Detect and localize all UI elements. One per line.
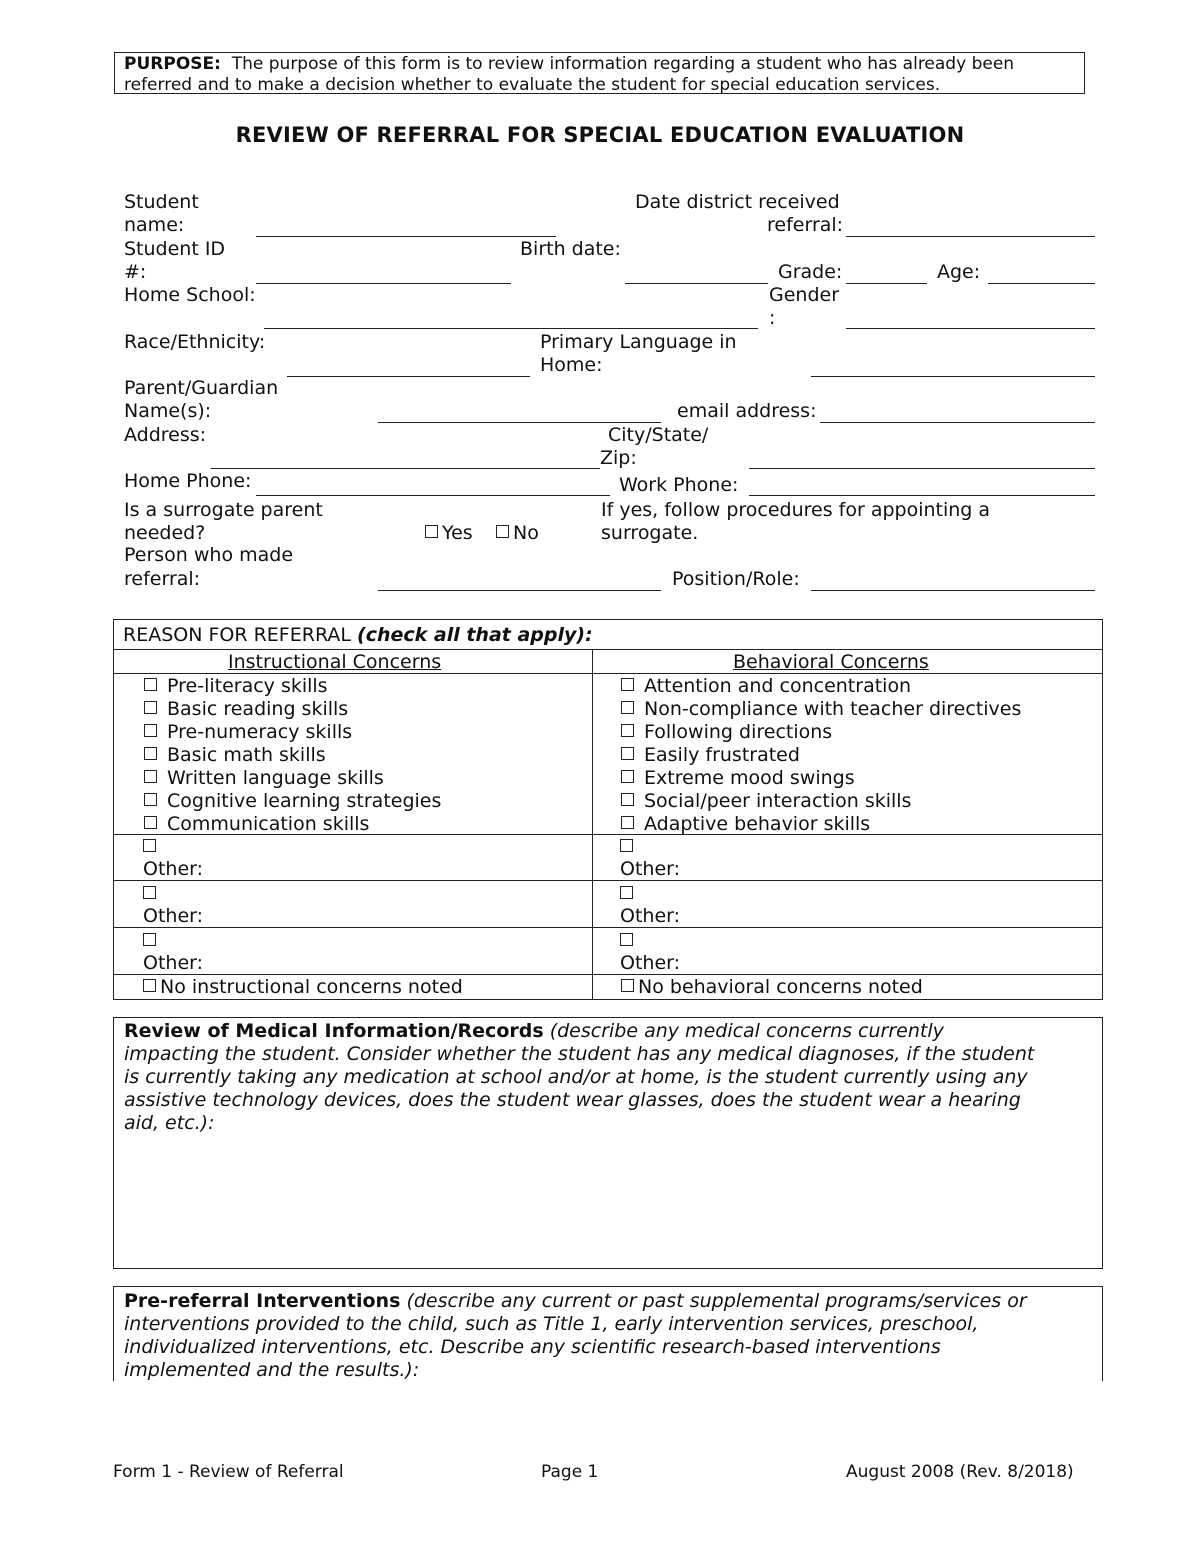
checkbox-icon[interactable] — [144, 747, 157, 760]
behavioral-item[interactable] — [621, 790, 911, 813]
behavioral-item-label: Easily frustrated — [644, 744, 800, 766]
divider — [113, 927, 1103, 928]
instructional-item[interactable] — [144, 675, 328, 698]
other-label: Other: — [143, 952, 204, 974]
grade-field[interactable] — [846, 283, 927, 284]
behavioral-item[interactable] — [621, 767, 855, 790]
divider — [113, 673, 1103, 674]
divider — [113, 649, 1103, 650]
checkbox-icon[interactable] — [621, 747, 634, 760]
primary-language-label-2: Home: — [540, 354, 603, 376]
surrogate-note-1: If yes, follow procedures for appointing a — [601, 499, 991, 521]
medical-line-2: impacting the student. Consider whether the student has any medical diagnoses, if the student — [124, 1043, 1035, 1065]
city-label-1: City/State/ — [608, 424, 709, 446]
prereferral-line-2: interventions provided to the child, such as Title 1, early intervention services, preschool, — [124, 1313, 979, 1335]
no-instructional-label: No instructional concerns noted — [160, 976, 463, 998]
surrogate-label-2: needed? — [124, 522, 206, 544]
instructional-item[interactable] — [144, 721, 352, 744]
email-label: email address: — [677, 400, 817, 422]
student-name-label-2: name: — [124, 214, 185, 236]
purpose-line-1: The purpose of this form is to review information regarding a student who has already been — [231, 54, 1015, 74]
gender-label-1: Gender — [769, 284, 840, 306]
city-field[interactable] — [749, 468, 1095, 469]
parent-label-1: Parent/Guardian — [124, 377, 279, 399]
surrogate-yes-label: Yes — [442, 522, 473, 544]
column-divider — [592, 650, 593, 1000]
email-field[interactable] — [820, 422, 1095, 423]
checkbox-icon[interactable] — [144, 724, 157, 737]
footer-date: August 2008 (Rev. 8/2018) — [846, 1462, 1074, 1482]
instructional-item-label: Pre-numeracy skills — [167, 721, 353, 743]
prereferral-heading: Pre-referral Interventions — [124, 1290, 401, 1312]
parent-label-2: Name(s): — [124, 400, 212, 422]
instructional-item[interactable] — [144, 698, 348, 721]
checkbox-icon[interactable] — [144, 793, 157, 806]
checkbox-icon[interactable] — [620, 886, 633, 899]
address-label: Address: — [124, 424, 207, 446]
purpose-label: PURPOSE: — [124, 54, 221, 74]
footer-page: Page 1 — [541, 1462, 599, 1482]
behavioral-item[interactable] — [621, 813, 870, 836]
home-phone-label: Home Phone: — [124, 470, 252, 492]
city-label-2: Zip: — [600, 447, 637, 469]
checkbox-icon[interactable] — [143, 886, 156, 899]
checkbox-icon[interactable] — [620, 839, 633, 852]
medical-line-1: Review of Medical Information/Records (describe any medical concerns currently — [124, 1020, 944, 1042]
primary-language-field[interactable] — [811, 376, 1095, 377]
birth-date-field[interactable] — [625, 283, 768, 284]
age-field[interactable] — [988, 283, 1095, 284]
surrogate-yes-option[interactable] — [425, 522, 473, 545]
parent-name-field[interactable] — [378, 422, 661, 423]
date-received-label-1: Date district received — [635, 191, 840, 213]
behavioral-item[interactable] — [621, 721, 832, 744]
primary-language-label-1: Primary Language in — [540, 331, 737, 353]
instructional-item[interactable] — [144, 790, 441, 813]
medical-heading: Review of Medical Information/Records — [124, 1020, 544, 1042]
behavioral-item[interactable] — [621, 675, 911, 698]
checkbox-icon[interactable] — [144, 678, 157, 691]
race-field[interactable] — [287, 376, 530, 377]
date-received-label-2: referral: — [767, 214, 844, 236]
instructional-item-label: Basic reading skills — [167, 698, 349, 720]
behavioral-item-label: Social/peer interaction skills — [644, 790, 912, 812]
purpose-line-2: referred and to make a decision whether to evaluate the student for special education services. — [124, 75, 941, 95]
instructional-item-label: Pre-literacy skills — [167, 675, 328, 697]
gender-field[interactable] — [846, 328, 1095, 329]
checkbox-icon[interactable] — [621, 678, 634, 691]
person-referral-label-1: Person who made — [124, 544, 294, 566]
checkbox-icon[interactable] — [620, 933, 633, 946]
checkbox-icon[interactable] — [621, 701, 634, 714]
instructional-item-label: Cognitive learning strategies — [167, 790, 442, 812]
surrogate-no-label: No — [513, 522, 539, 544]
instructional-header: Instructional Concerns — [228, 651, 442, 673]
reason-heading: REASON FOR REFERRAL (check all that apply): — [123, 624, 593, 646]
divider — [113, 834, 1103, 835]
medical-line-4: assistive technology devices, does the student wear glasses, does the student wear a hearing — [124, 1089, 1021, 1111]
instructional-item[interactable] — [144, 744, 326, 767]
grade-label: Grade: — [778, 261, 843, 283]
other-label: Other: — [620, 905, 681, 927]
checkbox-icon[interactable] — [144, 770, 157, 783]
other-label: Other: — [620, 952, 681, 974]
other-label: Other: — [143, 858, 204, 880]
address-field[interactable] — [211, 468, 600, 469]
work-phone-label: Work Phone: — [619, 474, 739, 496]
checkbox-icon[interactable] — [621, 724, 634, 737]
student-name-field[interactable] — [256, 236, 556, 237]
instructional-item[interactable] — [144, 767, 384, 790]
other-checkbox[interactable] — [143, 836, 160, 859]
other-checkbox[interactable] — [620, 836, 637, 859]
reason-heading-note: (check all that apply): — [357, 624, 593, 646]
person-referral-field[interactable] — [378, 590, 661, 591]
medical-line-5: aid, etc.): — [124, 1112, 215, 1134]
purpose-box — [114, 52, 1085, 94]
checkbox-icon[interactable] — [143, 979, 156, 992]
date-received-field[interactable] — [846, 236, 1095, 237]
other-checkbox[interactable] — [143, 883, 160, 906]
surrogate-no-option[interactable] — [496, 522, 539, 545]
home-school-label: Home School: — [124, 284, 256, 306]
instructional-item-label: Communication skills — [167, 813, 370, 835]
checkbox-icon[interactable] — [144, 816, 157, 829]
behavioral-item-label: Non-compliance with teacher directives — [644, 698, 1022, 720]
student-id-field[interactable] — [256, 283, 511, 284]
instructional-item[interactable] — [144, 813, 369, 836]
other-label: Other: — [620, 858, 681, 880]
behavioral-item-label: Following directions — [644, 721, 833, 743]
behavioral-item-label: Attention and concentration — [644, 675, 912, 697]
other-checkbox[interactable] — [620, 930, 637, 953]
student-id-label-1: Student ID — [124, 238, 226, 260]
behavioral-item[interactable] — [621, 698, 1021, 721]
checkbox-icon[interactable] — [621, 816, 634, 829]
no-behavioral-label: No behavioral concerns noted — [638, 976, 923, 998]
behavioral-item-label: Adaptive behavior skills — [644, 813, 871, 835]
position-field[interactable] — [811, 590, 1095, 591]
gender-label-2: : — [769, 307, 776, 329]
no-behavioral-option[interactable] — [621, 976, 923, 999]
instructional-item-label: Written language skills — [167, 767, 384, 789]
divider — [113, 880, 1103, 881]
page-title: REVIEW OF REFERRAL FOR SPECIAL EDUCATION EVALUATION — [235, 123, 965, 147]
age-label: Age: — [937, 261, 981, 283]
checkbox-icon[interactable] — [496, 525, 509, 538]
home-school-field[interactable] — [264, 328, 758, 329]
work-phone-field[interactable] — [749, 495, 1095, 496]
footer-form: Form 1 - Review of Referral — [113, 1462, 344, 1482]
student-id-label-2: #: — [124, 261, 147, 283]
no-instructional-option[interactable] — [143, 976, 463, 999]
checkbox-icon[interactable] — [143, 839, 156, 852]
divider — [113, 974, 1103, 975]
behavioral-item[interactable] — [621, 744, 800, 767]
position-label: Position/Role: — [672, 568, 800, 590]
other-label: Other: — [143, 905, 204, 927]
medical-line-3: is currently taking any medication at school and/or at home, is the student currently using any — [124, 1066, 1028, 1088]
checkbox-icon[interactable] — [143, 933, 156, 946]
other-checkbox[interactable] — [143, 930, 160, 953]
race-label: Race/Ethnicity: — [124, 331, 266, 353]
prereferral-line-1: Pre-referral Interventions (describe any current or past supplemental programs/services or — [124, 1290, 1027, 1312]
surrogate-label-1: Is a surrogate parent — [124, 499, 323, 521]
checkbox-icon[interactable] — [621, 770, 634, 783]
checkbox-icon[interactable] — [621, 793, 634, 806]
person-referral-label-2: referral: — [124, 568, 201, 590]
prereferral-line-3: individualized interventions, etc. Describe any scientific research-based interventions — [124, 1336, 941, 1358]
student-name-label-1: Student — [124, 191, 199, 213]
behavioral-header: Behavioral Concerns — [733, 651, 929, 673]
behavioral-item-label: Extreme mood swings — [644, 767, 855, 789]
instructional-item-label: Basic math skills — [167, 744, 326, 766]
surrogate-note-2: surrogate. — [601, 522, 699, 544]
home-phone-field[interactable] — [256, 495, 610, 496]
birth-date-label: Birth date: — [520, 238, 621, 260]
checkbox-icon[interactable] — [425, 525, 438, 538]
checkbox-icon[interactable] — [621, 979, 634, 992]
prereferral-line-4: implemented and the results.): — [124, 1359, 420, 1381]
checkbox-icon[interactable] — [144, 701, 157, 714]
other-checkbox[interactable] — [620, 883, 637, 906]
